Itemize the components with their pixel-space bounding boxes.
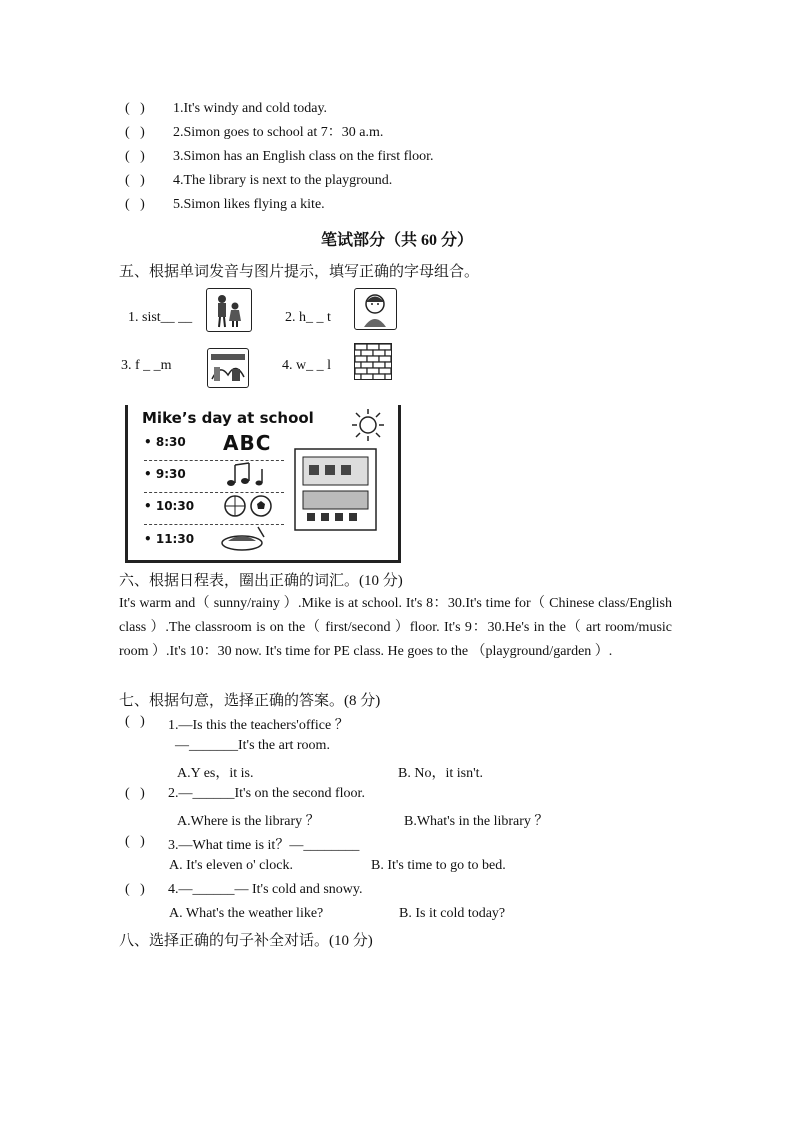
schedule-picture (125, 405, 401, 563)
sec7-q4-option-a: A. What's the weather like? (169, 906, 324, 921)
sec6-paragraph: It's warm and（ sunny/rainy ）.Mike is at school. It's 8：30.It's time for（ Chinese class/English class ）.The classroom is on the（ first/second ）floor. It's 9：30.He's in the（ art room/music room ）.It's 10：30 now. It's time for PE class. He goes to the （playground/garden ）. (119, 596, 672, 659)
sec7-q3-option-b: B. It's time to go to bed. (371, 858, 506, 873)
sec7-q3-option-a: A. It's eleven o' clock. (169, 858, 294, 873)
classroom-building-icon (293, 447, 378, 532)
balls-icon (223, 493, 273, 519)
siblings-icon (207, 289, 251, 331)
sec7-q4-paren: ( ) (125, 882, 145, 897)
sec7-q4-option-b: B. Is it cold today? (399, 906, 506, 921)
schedule-time-1: • 8:30 (144, 435, 186, 449)
sec5-item-2: 2. h_ _ t (285, 310, 331, 325)
brick-wall-icon (355, 344, 391, 379)
listen-item-1: ( ) 1.It's windy and cold today. (125, 101, 328, 116)
schedule-time-4: • 11:30 (144, 532, 195, 546)
sec7-q1-option-b: B. No，it isn't. (398, 766, 483, 781)
sun-icon (350, 407, 386, 443)
listen-item-3: ( ) 3.Simon has an English class on the first floor. (125, 149, 434, 164)
schedule-time-3: • 10:30 (144, 499, 195, 513)
sec7-q3-paren: ( ) (125, 834, 145, 849)
sec7-q1-option-a: A.Y es，it is. (177, 766, 254, 781)
music-notes-icon (225, 461, 267, 489)
section-8-title: 八、选择正确的句子补全对话。(10 分) (119, 933, 373, 949)
listen-item-2: ( ) 2.Simon goes to school at 7：30 a.m. (125, 125, 384, 140)
listen-item-4: ( ) 4.The library is next to the playground. (125, 173, 393, 188)
section-6-title: 六、根据日程表，圈出正确的词汇。(10 分) (119, 573, 403, 589)
girl-face-icon (355, 289, 396, 329)
wall-picture (354, 343, 392, 380)
section-7-title: 七、根据句意，选择正确的答案。(8 分) (119, 693, 381, 709)
sec7-q1-reply: —_______It's the art room. (175, 738, 330, 753)
sec7-q1: 1.—Is this the teachers'office ？ (168, 718, 349, 733)
schedule-title: Mike’s day at school (142, 409, 314, 427)
sec5-item-4: 4. w_ _ l (282, 358, 331, 373)
listen-item-5: ( ) 5.Simon likes flying a kite. (125, 197, 325, 212)
schedule-time-2: • 9:30 (144, 467, 186, 481)
farm-picture (207, 348, 249, 388)
sec7-q2-option-a: A.Where is the library ？ (177, 814, 320, 829)
sec7-q2-option-b: B.What's in the library ？ (404, 814, 549, 829)
sec7-q4: 4.—______— It's cold and snowy. (168, 882, 363, 897)
lunch-icon (220, 523, 268, 553)
farm-icon (208, 349, 248, 387)
sec5-item-3: 3. f _ _m (121, 358, 172, 373)
sec7-q3: 3.—What time is it？—________ (168, 838, 360, 853)
abc-letters: ABC (223, 431, 272, 455)
section-5-title: 五、根据单词发音与图片提示，填写正确的字母组合。 (119, 264, 480, 280)
sec7-q1-paren: ( ) (125, 714, 145, 729)
sec7-q2-paren: ( ) (125, 786, 145, 801)
hurt-picture (354, 288, 397, 330)
written-section-title: 笔试部分（共 60 分） (320, 232, 473, 249)
sec7-q2: 2.—______It's on the second floor. (168, 786, 365, 801)
siblings-picture (206, 288, 252, 332)
sec5-item-1: 1. sist__ __ (128, 310, 193, 325)
